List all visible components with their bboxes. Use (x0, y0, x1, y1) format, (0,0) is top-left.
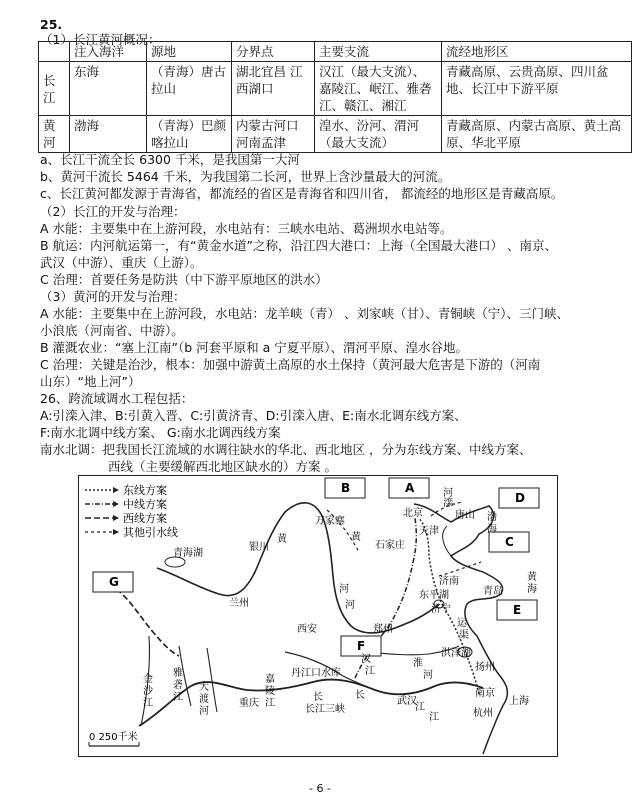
legend-middle: 中线方案 (123, 498, 167, 511)
legend-east: 东线方案 (123, 484, 167, 497)
place-label: 唐山 (455, 510, 475, 521)
river-label: 长 (313, 692, 323, 703)
table-header-cell (39, 42, 70, 62)
river-name-cell: 长江 (39, 62, 70, 116)
map-svg (79, 476, 557, 756)
place-label: 兰州 (229, 598, 249, 609)
text-line: 西线（主要缓解西北地区缺水的）方案 。 (108, 459, 337, 474)
tributaries-cell: 汉江（最大支流）、嘉陵江、岷江、雅砻江、赣江、湘江 (315, 62, 442, 116)
text-line: 山东）“地上河”） (40, 374, 141, 389)
text-line: C 治理：首要任务是防洪（中下游平原地区的洪水） (40, 272, 328, 287)
table-header-cell: 注入海洋 (70, 42, 147, 62)
place-label: 郑州 (373, 624, 393, 635)
river-label: 淮 (413, 658, 423, 669)
river-label: 嘉 (265, 674, 275, 685)
section-heading: 26、跨流域调水工程包括： (40, 391, 194, 406)
water-transfer-map (78, 475, 558, 757)
box-label: D (515, 491, 525, 505)
box-label: E (513, 603, 522, 617)
section-heading: （2）长江的开发与治理： (40, 204, 186, 219)
q25-title: 25. (40, 17, 63, 32)
place-label: 长江三峡 (305, 704, 345, 715)
table-header-cell: 分界点 (232, 42, 315, 62)
river-label: 江 (173, 692, 183, 703)
terrain-cell: 青藏高原、内蒙古高原、黄土高原、华北平原 (442, 116, 632, 153)
river-label: 长 (355, 690, 365, 701)
place-label: 济南 (439, 576, 459, 587)
river-label: 江 (143, 698, 153, 709)
place-label: 西安 (297, 624, 317, 635)
river-label: 金 (143, 674, 153, 685)
river-label: 河 (199, 706, 209, 717)
table-header-cell: 流经地形区 (442, 42, 632, 62)
river-name-cell: 黄河 (39, 116, 70, 153)
box-label: B (341, 481, 351, 495)
place-label: 洪泽湖 (441, 648, 471, 659)
sea-label: 海 (527, 584, 537, 595)
table-row (39, 116, 632, 153)
river-label: 河 (423, 670, 433, 681)
scale-bar (89, 730, 139, 746)
text-line: A 水能：主要集中在上游河段，水电站有：三峡水电站、葛洲坝水电站等。 (40, 221, 453, 236)
river-label: 雅 (173, 668, 183, 679)
text-line: b、黄河干流长 5464 千米，为我国第二长河，世界上含沙量最大的河流。 (40, 169, 451, 184)
q25-part1-heading: （1）长江黄河概况： (40, 32, 161, 47)
river-label: 黄 (277, 534, 287, 545)
river-label: 江 (365, 666, 375, 677)
table-header-cell: 主要支流 (315, 42, 442, 62)
text-line: 南水北调：把我国长江流域的水调往缺水的华北、西北地区 ，分为东线方案、中线方案、 (40, 442, 532, 457)
box-label: C (505, 535, 514, 549)
map-legend (85, 483, 178, 539)
river-label: 河 (443, 488, 453, 499)
text-line: A 水能：主要集中在上游河段，水电站：龙羊峡（青） 、刘家峡（甘）、青铜峡（宁）、三门峡、 (40, 306, 569, 321)
place-label: 银川 (249, 542, 269, 553)
place-label: 天津 (419, 526, 439, 537)
place-label: 青岛 (483, 586, 503, 597)
text-line: c、长江黄河都发源于青海省，都流经的省区是青海省和四川省， 都流经的地形区是青藏高原。 (40, 186, 564, 201)
text-line: B 灌溉农业：“塞上江南”（b 河套平原和 a 宁夏平原）、渭河平原、湟水谷地。 (40, 340, 469, 355)
river-label: 江 (415, 702, 425, 713)
sea-label: 渤 (487, 512, 497, 523)
river-label: 大 (199, 682, 209, 693)
text-line: F:南水北调中线方案、 G:南水北调西线方案 (40, 425, 281, 440)
table-row (39, 62, 632, 116)
scale-label: 0 250千米 (89, 732, 138, 743)
sea-label: 黄 (527, 572, 537, 583)
text-line: a、长江干流全长 6300 千米，是我国第一大河 (40, 152, 300, 167)
sea-cell: 渤海 (70, 116, 147, 153)
place-label: 北京 (403, 508, 423, 519)
sea-cell: 东海 (70, 62, 147, 116)
table-header-cell: 源地 (147, 42, 232, 62)
division-cell: 内蒙古河口 河南孟津 (232, 116, 315, 153)
tributaries-cell: 湟水、汾河、渭河（最大支流） (315, 116, 442, 153)
text-line: A:引滦入津、B:引黄入晋、C:引黄济青、D:引滦入唐、E:南水北调东线方案、 (40, 408, 467, 423)
place-label: 杭州 (473, 708, 493, 719)
river-label: 渡 (199, 694, 209, 705)
legend-west: 西线方案 (123, 512, 167, 525)
sea-label: 海 (487, 524, 497, 535)
river-label: 黄 (351, 532, 361, 543)
place-label: 万家寨 (315, 516, 345, 527)
place-label: 青海湖 (173, 548, 203, 559)
box-label: F (357, 639, 366, 653)
river-label: 汉 (361, 654, 371, 665)
place-label: 丹江口水库 (291, 668, 341, 679)
place-label: 上海 (509, 696, 529, 707)
table-header-row (39, 42, 632, 62)
river-label: 河 (345, 600, 355, 611)
river-label: 滦 (443, 498, 453, 509)
place-label: 武汉 (397, 696, 417, 707)
place-label: 石家庄 (375, 540, 405, 551)
text-line: 武汉（中游）、重庆（上游）。 (40, 255, 203, 270)
river-label: 沙 (143, 686, 153, 697)
source-cell: （青海）巴颜喀拉山 (147, 116, 232, 153)
box-label: A (405, 481, 415, 495)
place-label: 济宁 (431, 604, 451, 615)
page-number: - 6 - (309, 782, 331, 795)
place-label: 东平湖 (419, 590, 449, 601)
river-label: 运 (457, 618, 467, 629)
river-label: 砻 (173, 680, 183, 691)
river-label: 江 (429, 712, 439, 723)
division-cell: 湖北宜昌 江西湖口 (232, 62, 315, 116)
rivers-table (38, 41, 632, 153)
text-line: C 治理：关键是治沙，根本：加强中游黄土高原的水土保持（黄河最大危害是下游的（河南 (40, 357, 541, 372)
river-label: 河 (339, 584, 349, 595)
section-heading: （3）黄河的开发与治理： (40, 289, 186, 304)
text-line: B 航运：内河航运第一，有“黄金水道”之称，沿江四大港口：上海（全国最大港口） 、南京、 (40, 238, 557, 253)
legend-other: 其他引水线 (123, 526, 178, 539)
terrain-cell: 青藏高原、云贵高原、四川盆地、长江中下游平原 (442, 62, 632, 116)
place-label: 南京 (475, 688, 495, 699)
place-label: 扬州 (475, 662, 495, 673)
source-cell: （青海）唐古拉山 (147, 62, 232, 116)
river-label: 渠 (459, 630, 469, 641)
text-line: 小浪底（河南省、中游）。 (40, 323, 184, 338)
box-label: G (109, 575, 119, 589)
river-label: 陵 (265, 686, 275, 697)
place-label: 重庆 (239, 698, 259, 709)
river-label: 江 (265, 698, 275, 709)
